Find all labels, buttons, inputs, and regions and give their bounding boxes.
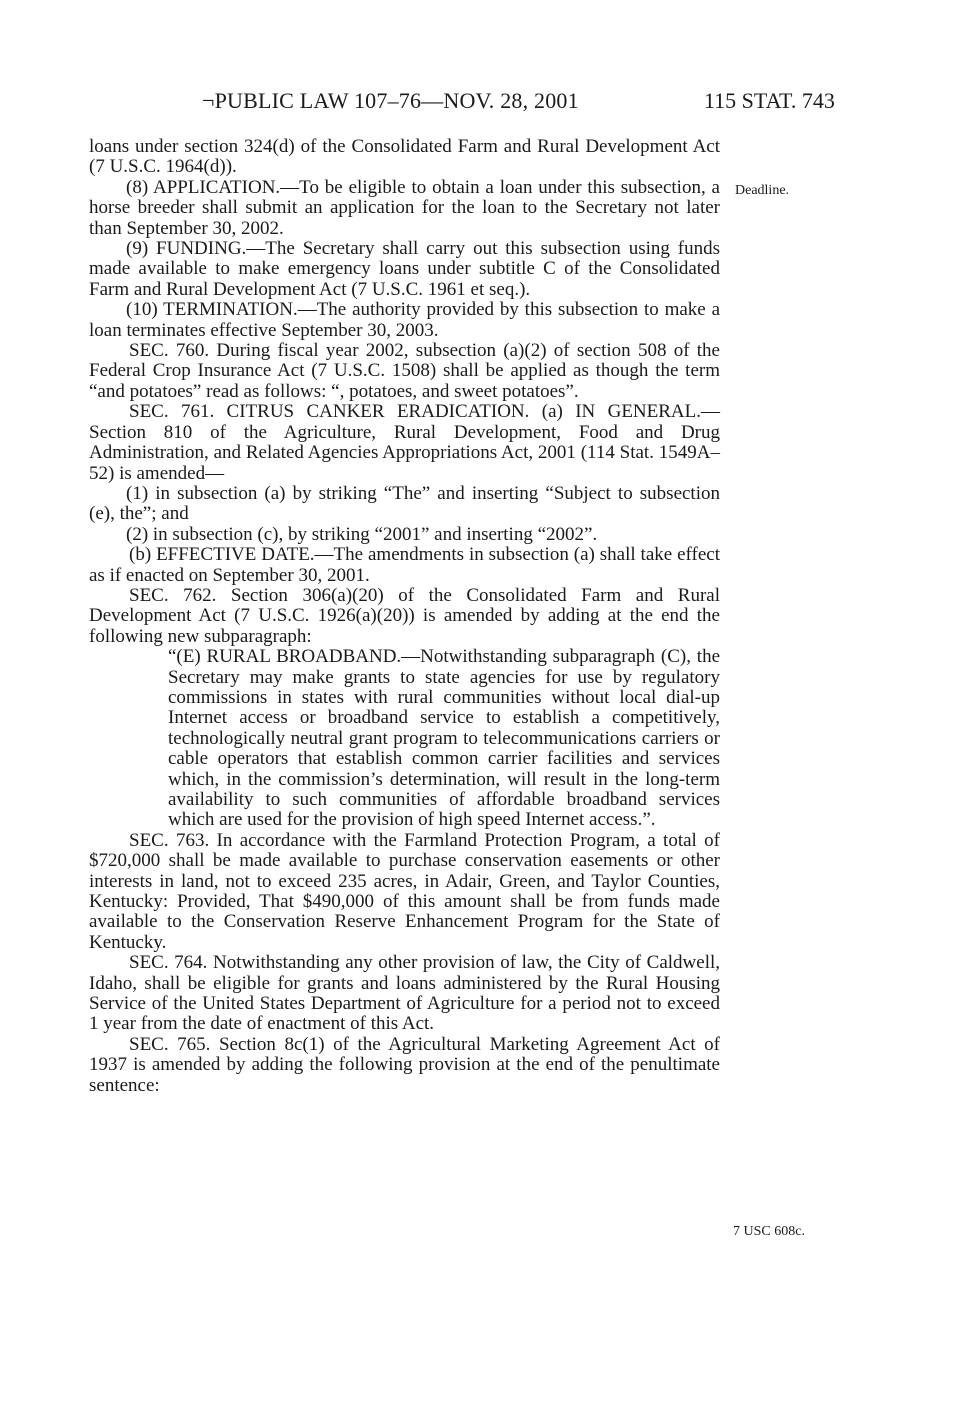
- quoted-subparagraph: “(E) RURAL BROADBAND.—Notwithstanding subparagraph (C), the Secretary may make grants to state agencies for use by regulatory commissions in states with rural communities without local dial-up Internet access or broadband service to establish a competitively, technologically neutral grant program to telecommunications carriers or cable operators that establish common carrier facilities and services which, in the commission’s determination, will result in the long-term availability to such communities of affordable broadband services which are used for the provision of high speed Internet access.”.: [168, 646, 720, 831]
- section-paragraph: SEC. 763. In accordance with the Farmland Protection Program, a total of $720,000 shall be made available to purchase conservation easements or other interests in land, not to exceed 235 acres, in Adair, Green, and Taylor Counties, Kentucky: Provided, That $490,000 of this amount shall be from funds made available to the Conservation Reserve Enhancement Program for the State of Kentucky.: [89, 829, 720, 953]
- section-paragraph: SEC. 764. Notwithstanding any other provision of law, the City of Caldwell, Idaho, shall be eligible for grants and loans administered by the Rural Housing Service of the United States Department of Agriculture for a period not to exceed 1 year from the date of enactment of this Act.: [89, 952, 720, 1035]
- paragraph: (8) APPLICATION.—To be eligible to obtain a loan under this subsection, a horse breeder shall submit an application for the loan to the Secretary not later than September 30, 2002.: [89, 176, 720, 239]
- paragraph: (2) in subsection (c), by striking “2001” and inserting “2002”.: [126, 523, 598, 545]
- section-paragraph: SEC. 765. Section 8c(1) of the Agricultural Marketing Agreement Act of 1937 is amended by adding the following provision at the end of the penultimate sentence:: [89, 1033, 720, 1096]
- paragraph: (10) TERMINATION.—The authority provided by this subsection to make a loan terminates effective September 30, 2003.: [89, 299, 720, 341]
- paragraph: (1) in subsection (a) by striking “The” and inserting “Subject to subsection (e), the”; and: [89, 482, 720, 525]
- running-header: ¬PUBLIC LAW 107–76—NOV. 28, 2001: [202, 88, 579, 113]
- section-paragraph: SEC. 760. During fiscal year 2002, subsection (a)(2) of section 508 of the Federal Crop Insurance Act (7 U.S.C. 1508) shall be applied as though the term “and potatoes” read as follows: “, potatoes, and sweet potatoes”.: [89, 340, 720, 402]
- margin-note-usc: 7 USC 608c.: [733, 1224, 805, 1239]
- paragraph: (b) EFFECTIVE DATE.—The amendments in subsection (a) shall take effect as if enacted on September 30, 2001.: [89, 544, 720, 586]
- section-paragraph: SEC. 761. CITRUS CANKER ERADICATION. (a) IN GENERAL.—Section 810 of the Agriculture, Rural Development, Food and Drug Administration, and Related Agencies Appropriations Act, 2001 (114 Stat. 1549A–52) is amended—: [89, 401, 720, 484]
- margin-note-deadline: Deadline.: [735, 183, 790, 198]
- document-body: [89, 137, 720, 1096]
- page-citation: 115 STAT. 743: [704, 88, 835, 113]
- section-paragraph: SEC. 762. Section 306(a)(20) of the Consolidated Farm and Rural Development Act (7 U.S.C. 1926(a)(20)) is amended by adding at the end the following new subparagraph:: [89, 584, 720, 647]
- paragraph: (9) FUNDING.—The Secretary shall carry out this subsection using funds made available to make emergency loans under subtitle C of the Consolidated Farm and Rural Development Act (7 U.S.C. 1961 et seq.).: [89, 238, 720, 300]
- paragraph: loans under section 324(d) of the Consolidated Farm and Rural Development Act (7 U.S.C. 1964(d)).: [89, 136, 720, 178]
